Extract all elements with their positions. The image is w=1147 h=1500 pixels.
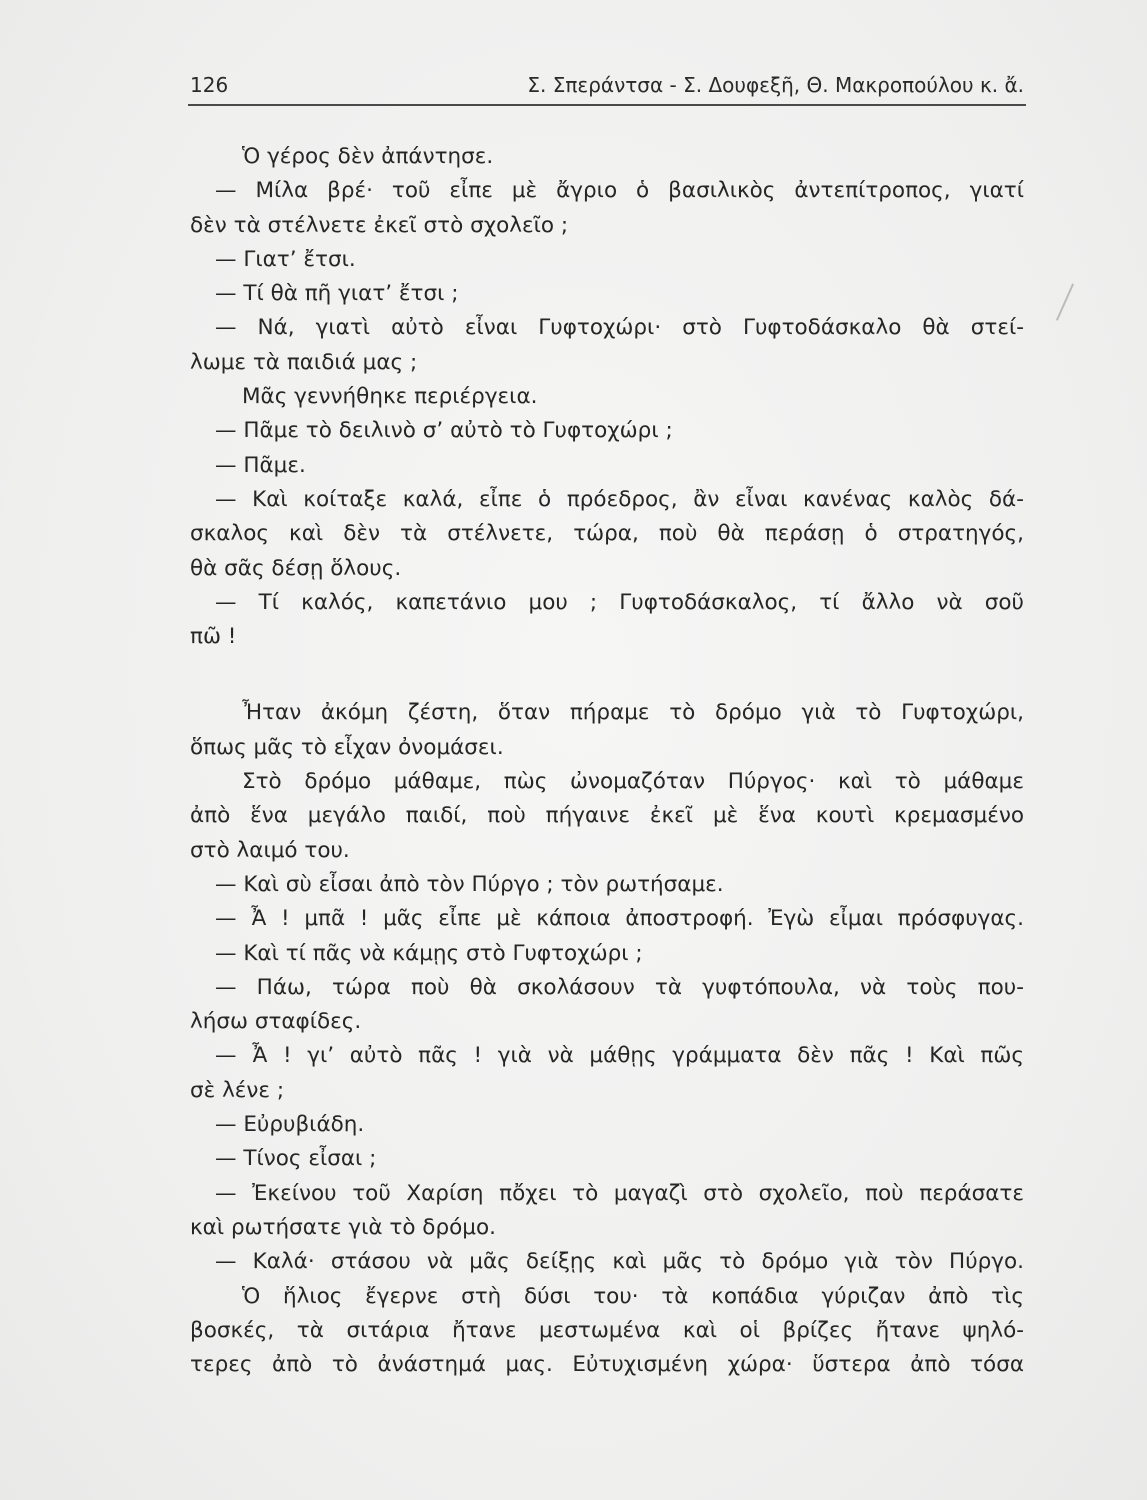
text-line: ὅπως μᾶς τὸ εἶχαν ὀνομάσει. (190, 734, 504, 760)
text-line: — Ἆ ! μπᾶ ! μᾶς εἶπε μὲ κάποια ἀποστροφή. Ἐγὼ εἶμαι πρόσφυγας. (215, 906, 1024, 932)
margin-pencil-mark (1056, 283, 1074, 320)
text-line: — Γιατ’ ἔτσι. (215, 246, 356, 272)
text-line: Ὁ ἥλιος ἔγερνε στὴ δύσι του· τὰ κοπάδια γύριζαν ἀπὸ τὶς (242, 1283, 1024, 1309)
text-line: λωμε τὰ παιδιά μας ; (190, 349, 418, 375)
text-line: — Καὶ σὺ εἶσαι ἀπὸ τὸν Πύργο ; τὸν ρωτήσαμε. (215, 871, 724, 897)
text-line: — Τί καλός, καπετάνιο μου ; Γυφτοδάσκαλος, τί ἄλλο νὰ σοῦ (215, 589, 1024, 615)
text-line: — Καὶ κοίταξε καλά, εἶπε ὁ πρόεδρος, ἂν εἶναι κανένας καλὸς δά- (215, 486, 1024, 512)
text-line: — Ἐκείνου τοῦ Χαρίση πὄχει τὸ μαγαζὶ στὸ σχολεῖο, ποὺ περάσατε (215, 1180, 1024, 1206)
text-line: — Πᾶμε. (215, 452, 306, 478)
text-line: — Πάω, τώρα ποὺ θὰ σκολάσουν τὰ γυφτόπουλα, νὰ τοὺς που- (215, 974, 1024, 1000)
text-line: — Νά, γιατὶ αὐτὸ εἶναι Γυφτοχώρι· στὸ Γυφτοδάσκαλο θὰ στεί- (215, 315, 1024, 341)
text-line: θὰ σᾶς δέσῃ ὅλους. (190, 555, 402, 581)
text-line: βοσκές, τὰ σιτάρια ἤτανε μεστωμένα καὶ οἱ βρίζες ἤτανε ψηλό- (190, 1317, 1024, 1343)
text-line: τερες ἀπὸ τὸ ἀνάστημά μας. Εὐτυχισμένη χώρα· ὕστερα ἀπὸ τόσα (190, 1352, 1024, 1378)
text-line: στὸ λαιμό του. (190, 837, 350, 863)
running-title: Σ. Σπεράντσα - Σ. Δουφεξῆ, Θ. Μακροπούλου κ. ἄ. (527, 73, 1024, 97)
text-line: — Πᾶμε τὸ δειλινὸ σ’ αὐτὸ τὸ Γυφτοχώρι ; (215, 418, 673, 444)
text-line: — Καλά· στάσου νὰ μᾶς δείξῃς καὶ μᾶς τὸ δρόμο γιὰ τὸν Πύργο. (215, 1249, 1024, 1275)
text-line: Στὸ δρόμο μάθαμε, πὼς ὠνομαζόταν Πύργος· καὶ τὸ μάθαμε (242, 769, 1024, 795)
running-head (190, 70, 1024, 100)
header-rule (188, 104, 1026, 106)
text-line: πῶ ! (190, 624, 237, 650)
text-line: Μᾶς γεννήθηκε περιέργεια. (242, 384, 538, 410)
text-line: ἀπὸ ἕνα μεγάλο παιδί, ποὺ πήγαινε ἐκεῖ μὲ ἕνα κουτὶ κρεμασμένο (190, 803, 1024, 829)
page-number: 126 (190, 73, 229, 97)
text-line: — Καὶ τί πᾶς νὰ κάμῃς στὸ Γυφτοχώρι ; (215, 940, 643, 966)
text-line: Ἦταν ἀκόμη ζέστη, ὅταν πήραμε τὸ δρόμο γιὰ τὸ Γυφτοχώρι, (242, 700, 1024, 726)
text-line: — Ἆ ! γι’ αὐτὸ πᾶς ! γιὰ νὰ μάθῃς γράμματα δὲν πᾶς ! Καὶ πῶς (215, 1043, 1024, 1069)
text-line: Ὁ γέρος δὲν ἀπάντησε. (242, 144, 494, 169)
paragraph-gap (190, 654, 1024, 696)
text-line: — Μίλα βρέ· τοῦ εἶπε μὲ ἄγριο ὁ βασιλικὸς ἀντεπίτροπος, γιατί (215, 178, 1024, 204)
text-line: καὶ ρωτήσατε γιὰ τὸ δρόμο. (190, 1214, 496, 1240)
text-line: δὲν τὰ στέλνετε ἐκεῖ στὸ σχολεῖο ; (190, 212, 569, 238)
body-text (190, 140, 1024, 1382)
text-line: — Τί θὰ πῆ γιατ’ ἔτσι ; (215, 281, 459, 307)
text-line: λήσω σταφίδες. (190, 1009, 362, 1035)
text-line: — Εὐρυβιάδη. (215, 1112, 365, 1138)
text-line: — Τίνος εἶσαι ; (215, 1146, 377, 1172)
text-line: σκαλος καὶ δὲν τὰ στέλνετε, τώρα, ποὺ θὰ περάσῃ ὁ στρατηγός, (190, 521, 1024, 547)
text-line: σὲ λένε ; (190, 1077, 285, 1103)
